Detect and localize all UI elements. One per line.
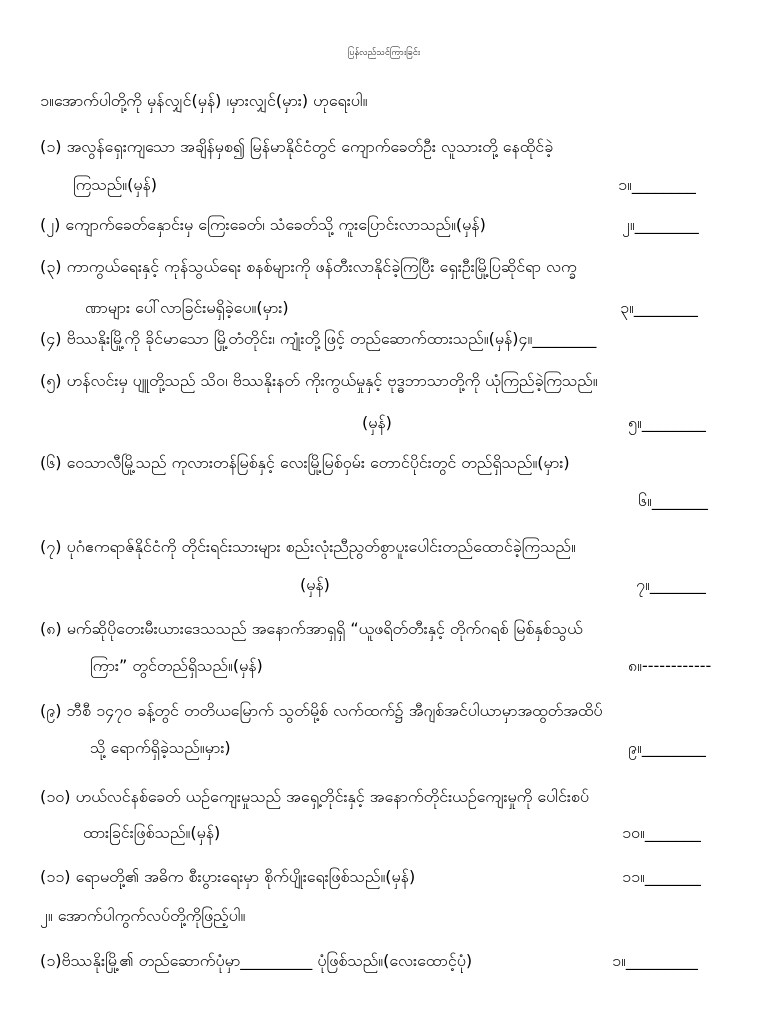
question-3-line-1: (၃) ကာကွယ်ရေးနှင့် ကုန်သွယ်ရေး စနစ်များကို ဖန်တီးလာနိုင်ခဲ့ကြပြီး ရှေးဦးမြို့ပြဆိုင်ရာ လက္ခ bbox=[40, 257, 577, 276]
question-10-line-1: (၁၀) ဟယ်လင်နစ်ခေတ် ယဉ်ကျေးမှုသည် အရှေ့တိုင်းနှင့် အနောက်တိုင်းယဉ်ကျေးမှုကို ပေါင်းစပ် bbox=[40, 787, 590, 806]
question-3-answer-blank: ၃။________ bbox=[620, 298, 698, 317]
question-10-answer-blank: ၁၀။_______ bbox=[622, 823, 701, 842]
question-1-answer-blank: ၁။________ bbox=[618, 175, 696, 194]
question-1-line-2: ကြသည်။(မှန်) bbox=[73, 175, 158, 194]
question-2-answer-blank: ၂။________ bbox=[622, 215, 699, 234]
question-7-answer-blank: ၇။_______ bbox=[636, 575, 706, 594]
question-5-line-1: (၅) ဟန်လင်းမှ ပျူတို့သည် သိဝ၊ ဗိဿနိုးနတ် ကိုးကွယ်မှုနှင့် ဗုဒ္ဓဘာသာတို့ကို ယုံကြည်ခဲ့ကြသည်။ bbox=[40, 371, 598, 390]
question-6-answer-blank: ၆။_______ bbox=[638, 491, 708, 510]
question-6-line-1: (၆) ဝေသာလီမြို့သည် ကုလားတန်မြစ်နှင့် လေးမြို့မြစ်ဝှမ်း တောင်ပိုင်းတွင် တည်ရှိသည်။(မှား) bbox=[40, 453, 570, 472]
question-11-answer-blank: ၁၁။_______ bbox=[622, 867, 701, 886]
page-title: ပြန်လည်သင်ကြားခြင်း bbox=[347, 48, 421, 58]
question-8-answer-blank: ၈။------------ bbox=[628, 656, 712, 675]
question-7-line-1: (၇) ပုဂံဧကရာဇ်နိုင်ငံကို တိုင်းရင်းသားများ စည်းလုံးညီညွတ်စွာပူးပေါင်းတည်ထောင်ခဲ့ကြသည်။ bbox=[40, 537, 576, 556]
fill-blank-1-line-1: (၁)ဗိဿနိုးမြို့၏ တည်ဆောက်ပုံမှာ_________ ပုံဖြစ်သည်။(လေးထောင့်ပုံ) bbox=[40, 951, 473, 970]
question-11-line-1: (၁၁) ရောမတို့၏ အဓိက စီးပွားရေးမှာ စိုက်ပျိုးရေးဖြစ်သည်။(မှန်) bbox=[40, 867, 416, 886]
question-2-line-1: (၂) ကျောက်ခေတ်နှောင်းမှ ကြေးခေတ်၊ သံခေတ်သို့ ကူးပြောင်းလာသည်။(မှန်) bbox=[40, 215, 486, 234]
question-3-line-2: ဏာများ ပေါ်လာခြင်းမရှိခဲ့ပေ။(မှား) bbox=[85, 298, 289, 317]
fill-blank-1-answer-blank: ၁။_________ bbox=[612, 951, 698, 970]
question-8-line-1: (၈) မက်ဆိုပိုတေးမီးယားဒေသသည် အနောက်အာရှရှိ “ယူဖရိတ်တီးနှင့် တိုက်ဂရစ် မြစ်နှစ်သွယ် bbox=[40, 619, 583, 638]
question-4-line-1: (၄) ဗိဿနိုးမြို့ကို ခိုင်မာသော မြို့တံတိုင်း၊ ကျုံးတို့ဖြင့် တည်ဆောက်ထားသည်။(မှန်)၄။________ bbox=[40, 329, 597, 348]
question-7-line-2: (မှန်) bbox=[300, 575, 330, 594]
question-1-line-1: (၁) အလွန်ရှေးကျသော အချိန်မှစ၍ မြန်မာနိုင်ငံတွင် ကျောက်ခေတ်ဦး လူသားတို့ နေထိုင်ခဲ့ bbox=[40, 137, 554, 156]
question-9-answer-blank: ၉။________ bbox=[628, 738, 706, 757]
question-8-line-2: ကြား” တွင်တည်ရှိသည်။(မှန်) bbox=[90, 656, 263, 675]
question-5-line-2: (မှန်) bbox=[362, 413, 392, 432]
question-10-line-2: ထားခြင်းဖြစ်သည်။(မှန်) bbox=[83, 823, 221, 842]
section-2-instruction: ၂။ အောက်ပါကွက်လပ်တို့ကိုဖြည့်ပါ။ bbox=[40, 906, 246, 925]
section-1-instruction: ၁။အောက်ပါတို့ကို မှန်လျှင်(မှန်) ၊မှားလျှင်(မှား) ဟုရေးပါ။ bbox=[40, 91, 368, 110]
question-9-line-2: သို့ ရောက်ရှိခဲ့သည်။မှား) bbox=[90, 738, 231, 757]
question-9-line-1: (၉) ဘီစီ ၁၄၇၀ ခန့်တွင် တတိယမြောက် သွတ်မို့စ် လက်ထက်၌ အီဂျစ်အင်ပါယာမှာအထွတ်အထိပ် bbox=[40, 701, 603, 720]
question-5-answer-blank: ၅။________ bbox=[628, 413, 706, 432]
